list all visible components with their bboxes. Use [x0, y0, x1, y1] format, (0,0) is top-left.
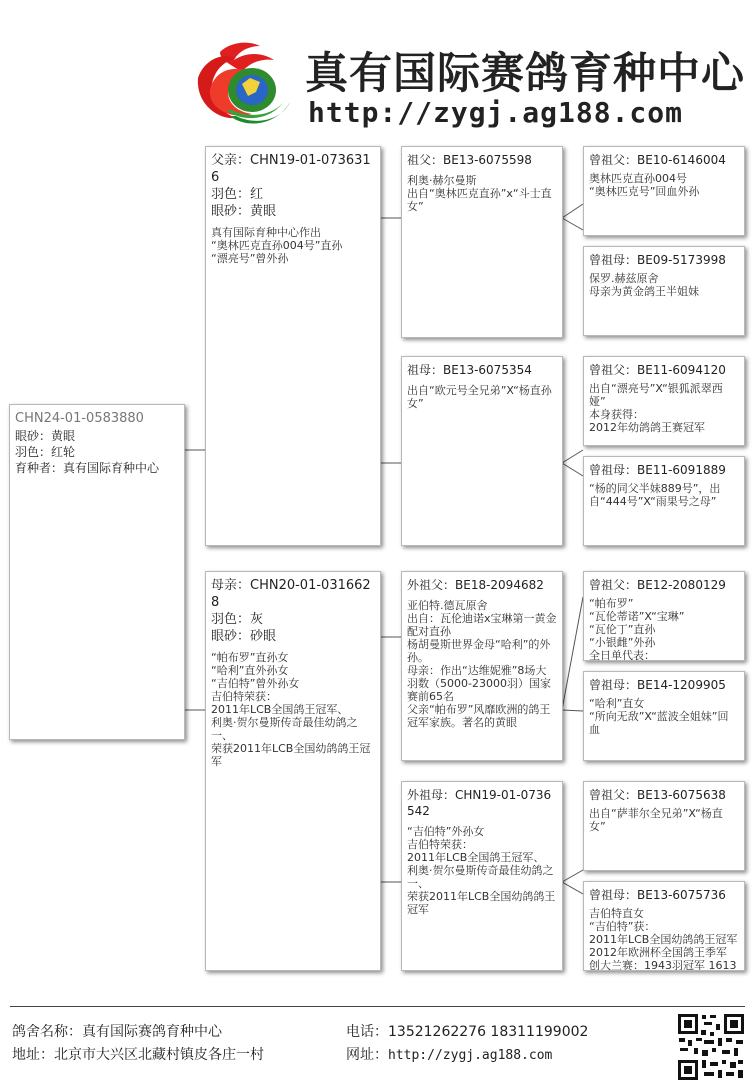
mother-notes: “帕布罗”直孙女 “哈利”直外孙女 “吉伯特”曾外孙女 吉伯特荣获： 2011年LCB全国鸽王冠军、 利奥·贺尔曼斯传奇最佳幼鸽之一、 荣获2011年LCB全国幼鸽鸽王冠军 — [211, 651, 371, 768]
grandfather-paternal-notes: 利奥·赫尔曼斯 出自“奥林匹克直孙”x“斗士直女” — [407, 174, 552, 213]
subject-eye: 眼砂：黄眼 — [15, 429, 76, 443]
grandmother-maternal-notes: “吉伯特”外孙女 吉伯特荣获： 2011年LCB全国鸽王冠军、 利奥·贺尔曼斯传奇最佳幼鸽之一、 荣获2011年LCB全国幼鸽鸽王冠军 — [407, 825, 556, 916]
great-grandfather-3-card — [583, 571, 745, 661]
father-color: 羽色：红 — [211, 187, 264, 202]
great-grandmother-2-notes: “杨的同父半妹889号”，出自“444号”X“雨果号之母” — [589, 482, 721, 508]
phoenix-logo-icon — [190, 38, 300, 130]
great-grandfather-3-notes: “帕布罗” “瓦伦蒂诺”X“宝琳” “瓦伦丁”直孙 “小银雌”外孙 全日单代表： — [589, 597, 685, 661]
great-grandmother-4-card — [583, 881, 745, 971]
subject-breeder: 育种者：真有国际育种中心 — [15, 461, 160, 475]
great-grandfather-2-card — [583, 356, 745, 446]
footer-web — [346, 1044, 552, 1064]
grandfather-paternal-card — [401, 146, 563, 338]
footer-phone — [346, 1021, 588, 1041]
great-grandfather-3-ring: 曾祖父：BE12-2080129 — [589, 578, 726, 592]
footer-loft-value: 真有国际赛鸽育种中心 — [82, 1024, 222, 1040]
brand-title: 真有国际赛鸽育种中心 — [305, 49, 745, 99]
great-grandmother-3-ring: 曾祖母：BE14-1209905 — [589, 678, 726, 692]
qr-code-icon[interactable] — [676, 1012, 746, 1082]
great-grandfather-1-card — [583, 146, 745, 236]
great-grandfather-1-ring: 曾祖父：BE10-6146004 — [589, 153, 726, 167]
great-grandfather-4-ring: 曾祖父：BE13-6075638 — [589, 788, 726, 802]
footer-web-label: 网址： — [346, 1047, 388, 1063]
grandmother-maternal-ring: 外祖母：CHN19-01-0736542 — [407, 788, 552, 818]
great-grandmother-2-card — [583, 456, 745, 546]
grandfather-maternal-ring: 外祖父：BE18-2094682 — [407, 578, 544, 592]
great-grandfather-2-notes: 出自“漂亮号”X“银狐派翠西娅” 本身获得： 2012年幼鸽鸽王赛冠军 — [589, 382, 723, 434]
grandmother-paternal-card — [401, 356, 563, 546]
great-grandmother-2-ring: 曾祖母：BE11-6091889 — [589, 463, 726, 477]
grandmother-paternal-ring: 祖母：BE13-6075354 — [407, 363, 532, 377]
mother-color: 羽色：灰 — [211, 612, 264, 627]
mother-ring: 母亲：CHN20-01-0316628 — [211, 578, 371, 610]
great-grandmother-1-notes: 保罗.赫兹原舍 母亲为黄金鸽王半姐妹 — [589, 272, 699, 298]
footer-address-label: 地址： — [12, 1047, 54, 1063]
footer-address — [12, 1044, 264, 1064]
grandmother-paternal-notes: 出自“欧元号全兄弟”X“杨直孙女” — [407, 384, 552, 410]
father-eye: 眼砂：黄眼 — [211, 204, 277, 219]
great-grandmother-1-ring: 曾祖母：BE09-5173998 — [589, 253, 726, 267]
subject-ring: CHN24-01-0583880 — [15, 411, 144, 426]
footer-phone-value: 13521262276 18311199002 — [388, 1024, 589, 1040]
father-card — [205, 146, 381, 546]
footer-loft — [12, 1021, 222, 1041]
great-grandmother-4-notes: 吉伯特直女 “吉伯特”获： 2011年LCB全国幼鸽鸽王冠军 2012年欧洲杯全国鸽王季军 创大兰赛：1943羽冠军 1613 — [589, 907, 738, 971]
father-notes: 真有国际育种中心作出 “奥林匹克直孙004号”直孙 “漂亮号”曾外孙 — [211, 226, 343, 265]
footer-loft-label: 鸽舍名称： — [12, 1024, 82, 1040]
subject-card — [9, 404, 185, 740]
great-grandfather-4-notes: 出自“萨菲尔全兄弟”X“杨直女” — [589, 807, 723, 833]
brand-url: http://zygj.ag188.com — [308, 96, 684, 129]
footer-address-value: 北京市大兴区北藏村镇皮各庄一村 — [54, 1047, 264, 1063]
great-grandmother-4-ring: 曾祖母：BE13-6075736 — [589, 888, 726, 902]
footer-phone-label: 电话： — [346, 1024, 388, 1040]
great-grandfather-4-card — [583, 781, 745, 871]
footer-divider — [10, 1006, 745, 1007]
great-grandmother-1-card — [583, 246, 745, 336]
grandfather-maternal-card — [401, 571, 563, 761]
great-grandfather-1-notes: 奥林匹克直孙004号 “奥林匹克号”回血外孙 — [589, 172, 700, 198]
father-ring: 父亲：CHN19-01-0736316 — [211, 153, 371, 185]
subject-color: 羽色：红轮 — [15, 445, 76, 459]
great-grandmother-3-card — [583, 671, 745, 761]
grandfather-maternal-notes: 亚伯特.德瓦原舍 出自：瓦伦迪诺x宝琳第一黄金配对直孙 杨胡曼斯世界金母“哈利”的外孙。 母亲：作出“达维妮雅”8场大羽数（5000-23000羽）国家赛前65名 父亲“帕布罗”风靡欧洲的鸽王冠军家族。著名的黄眼 — [407, 599, 557, 729]
footer-web-value: http://zygj.ag188.com — [388, 1048, 553, 1063]
grandfather-paternal-ring: 祖父：BE13-6075598 — [407, 153, 532, 167]
mother-card — [205, 571, 381, 971]
great-grandmother-3-notes: “哈利”直女 “所向无敌”X“蓝波全姐妹”回血 — [589, 697, 729, 736]
grandmother-maternal-card — [401, 781, 563, 971]
mother-eye: 眼砂：砂眼 — [211, 629, 277, 644]
great-grandfather-2-ring: 曾祖父：BE11-6094120 — [589, 363, 726, 377]
